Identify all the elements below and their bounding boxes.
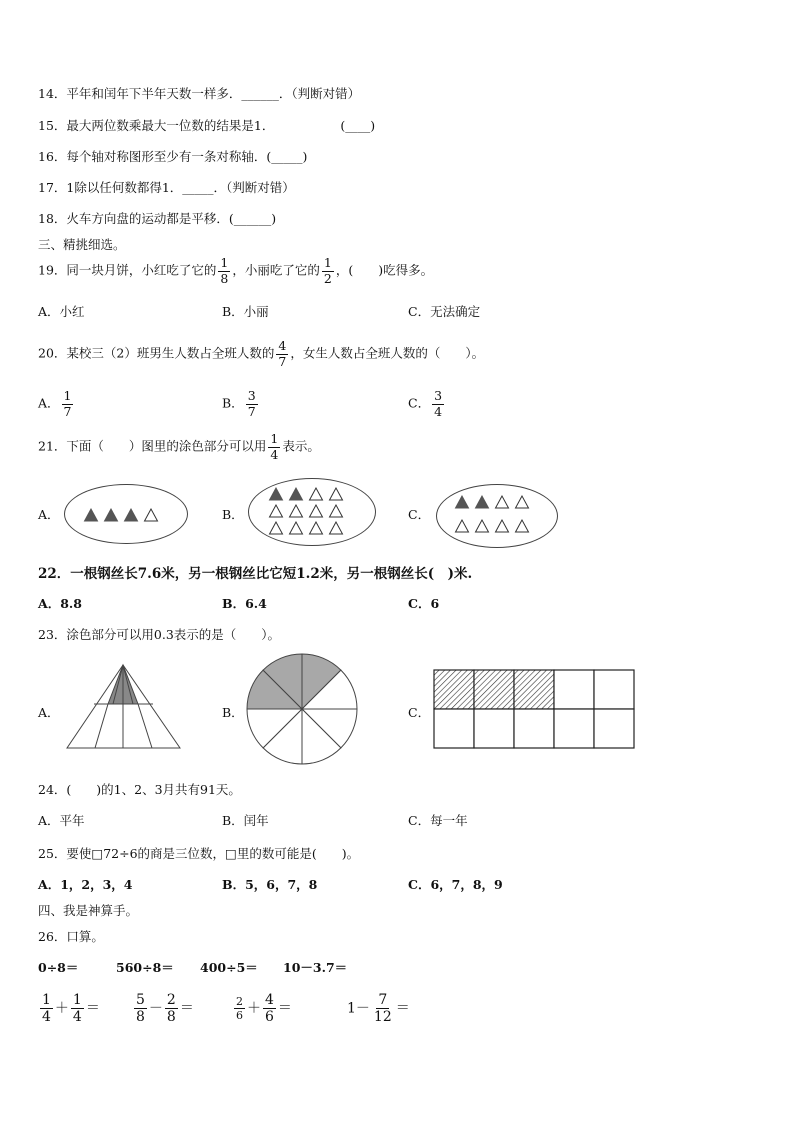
mental-calc-2: 560÷8＝: [116, 960, 174, 975]
question-23: 23．涂色部分可以用0.3表示的是（ ）。: [38, 627, 281, 642]
empty-cell: [434, 709, 474, 748]
q24-option-b[interactable]: B．闰年: [222, 813, 269, 828]
shaded-cell: [514, 670, 554, 709]
q23-figure-b-circle: [247, 654, 357, 764]
q20-option-b[interactable]: B． $\frac{3}{7}$: [222, 388, 256, 419]
question-21-post: 表示。: [282, 438, 320, 454]
shaded-cell: [474, 670, 514, 709]
question-14: 14．平年和闰年下半年天数一样多．______．（判断对错）: [38, 86, 361, 101]
q23-figure-c-grid: [434, 670, 634, 748]
fraction-calc-4: 1－ $\frac{7}{12}$ ＝: [347, 992, 410, 1025]
empty-cell: [594, 709, 634, 748]
fraction-calc-1: $\frac{1}{4}$ ＋ $\frac{1}{4}$ ＝: [42, 992, 100, 1025]
q21-option-c[interactable]: C．: [408, 507, 431, 522]
fraction-calc-2: $\frac{5}{8}$ － $\frac{2}{8}$ ＝: [136, 992, 194, 1025]
q24-option-c[interactable]: C．每一年: [408, 813, 468, 828]
fraction-calc-3: $\frac{2}{6}$ ＋ $\frac{4}{6}$ ＝: [236, 992, 292, 1025]
section-3-heading: 三、精挑细选。: [38, 237, 126, 252]
question-22: 22．一根钢丝长7.6米，另一根钢丝比它短1.2米，另一根钢丝长( )米.: [38, 566, 473, 582]
shaded-cell: [434, 670, 474, 709]
q23-option-a[interactable]: A．: [38, 705, 60, 720]
fraction: $\frac{1}{4}$: [270, 431, 279, 462]
empty-cell: [474, 709, 514, 748]
q20-option-a[interactable]: A． $\frac{1}{7}$: [38, 388, 72, 419]
empty-cell: [514, 709, 554, 748]
q23-option-c[interactable]: C．: [408, 705, 431, 720]
question-15-text: 15．最大两位数乘最大一位数的结果是1．: [38, 118, 275, 133]
question-24: 24．( )的1、2、3月共有91天。: [38, 782, 241, 797]
question-18: 18．火车方向盘的运动都是平移．(______): [38, 211, 277, 226]
q25-option-b[interactable]: B．5，6，7，8: [222, 877, 318, 892]
q23-figure-a-triangle: [67, 665, 180, 748]
q21-option-a[interactable]: A．: [38, 507, 60, 522]
empty-cell: [554, 670, 594, 709]
question-25: 25．要使□72÷6的商是三位数，□里的数可能是( )。: [38, 846, 360, 861]
q22-option-c[interactable]: C．6: [408, 596, 440, 611]
q21-option-b[interactable]: B．: [222, 507, 244, 522]
q25-option-c[interactable]: C．6，7，8，9: [408, 877, 503, 892]
mental-calc-3: 400÷5＝: [200, 960, 258, 975]
q19-option-b[interactable]: B．小丽: [222, 304, 269, 319]
question-20-post: ，女生人数占全班人数的（ ）。: [290, 345, 485, 361]
q22-option-b[interactable]: B．6.4: [222, 596, 267, 611]
empty-cell: [594, 670, 634, 709]
q19-option-c[interactable]: C．无法确定: [408, 304, 481, 319]
mental-calc-1: 0÷8＝: [38, 960, 79, 975]
fraction: $\frac{1}{8}$: [220, 255, 229, 286]
section-4-heading: 四、我是神算手。: [38, 903, 139, 918]
question-19-post: ，( )吃得多。: [335, 262, 434, 278]
fraction: $\frac{4}{7}$: [278, 338, 287, 369]
q23-option-b[interactable]: B．: [222, 705, 244, 720]
mental-calc-4: 10－3.7＝: [283, 960, 348, 975]
question-21-pre: 21．下面（ ）图里的涂色部分可以用: [38, 438, 267, 454]
question-26: 26．口算。: [38, 929, 104, 944]
question-19-pre: 19．同一块月饼，小红吃了它的: [38, 262, 217, 278]
question-20-pre: 20．某校三（2）班男生人数占全班人数的: [38, 345, 275, 361]
fraction: $\frac{1}{2}$: [323, 255, 332, 286]
q24-option-a[interactable]: A．平年: [38, 813, 85, 828]
question-17: 17．1除以任何数都得1．_____．（判断对错）: [38, 180, 295, 195]
question-15-blank: (____): [340, 118, 376, 133]
q19-option-a[interactable]: A．小红: [38, 304, 85, 319]
question-16: 16．每个轴对称图形至少有一条对称轴．(_____): [38, 149, 308, 164]
q25-option-a[interactable]: A．1，2，3，4: [38, 877, 133, 892]
empty-cell: [554, 709, 594, 748]
question-19-mid: ，小丽吃了它的: [232, 262, 320, 278]
q22-option-a[interactable]: A．8.8: [38, 596, 82, 611]
q20-option-c[interactable]: C． $\frac{3}{4}$: [408, 388, 443, 419]
